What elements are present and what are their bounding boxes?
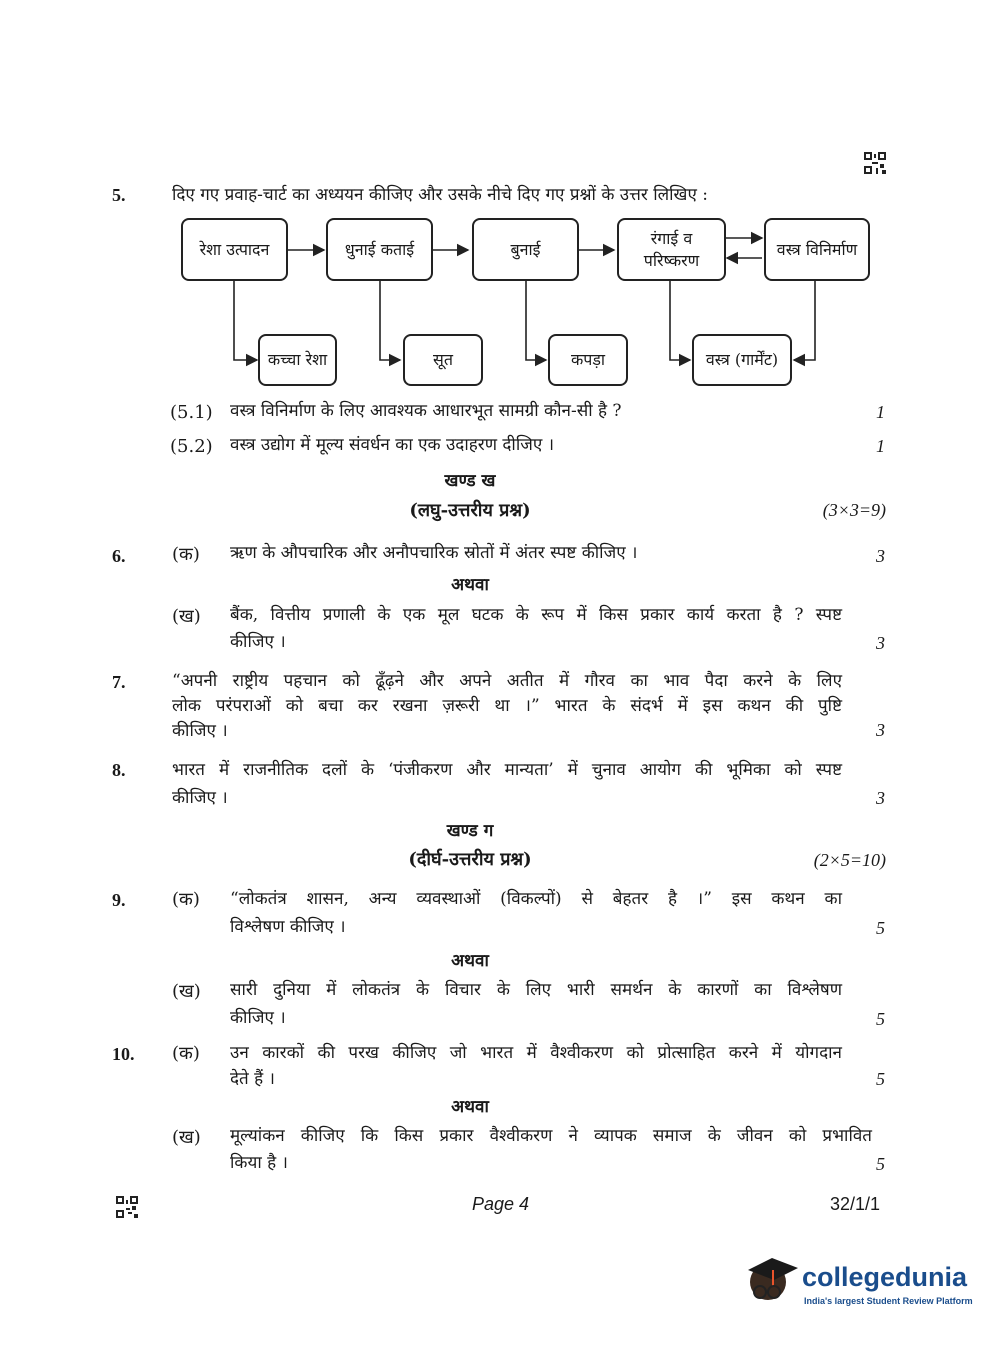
option-label: (क) xyxy=(172,544,200,565)
subquestion-number: (5.1) xyxy=(170,402,213,423)
qr-code-icon xyxy=(116,1196,138,1218)
brand-tagline: India's largest Student Review Platform xyxy=(804,1296,973,1306)
question-number: 7. xyxy=(112,672,126,692)
subquestion-text: वस्त्र विनिर्माण के लिए आवश्यक आधारभूत सामग्री कौन-सी है ? xyxy=(230,401,622,421)
marks: 5 xyxy=(876,1069,885,1089)
question-text: मूल्यांकन कीजिए कि किस प्रकार वैश्वीकरण ने व्यापक समाज के जीवन को प्रभावित xyxy=(230,1126,872,1146)
marks: 3 xyxy=(876,546,885,566)
flow-box-garment: वस्त्र (गार्मेंट) xyxy=(692,334,792,386)
question-text: कीजिए । xyxy=(172,721,228,741)
question-text: भारत में राजनीतिक दलों के ‘पंजीकरण और मान्यता’ में चुनाव आयोग की भूमिका को स्पष्ट xyxy=(172,760,842,780)
question-number: 10. xyxy=(112,1044,135,1064)
question-text: “लोकतंत्र शासन, अन्य व्यवस्थाओं (विकल्पों) से बेहतर है ।” इस कथन का xyxy=(230,889,842,909)
section-subtitle: (लघु-उत्तरीय प्रश्न) xyxy=(409,500,531,521)
flow-box-weaving: बुनाई xyxy=(472,218,579,281)
marks: 1 xyxy=(876,402,885,422)
question-text: लोक परंपराओं को बचा कर रखना ज़रूरी था ।” भारत के संदर्भ में इस कथन की पुष्टि xyxy=(172,696,842,716)
flow-box-raw-fibre: कच्चा रेशा xyxy=(258,334,337,386)
option-label: (ख) xyxy=(172,1127,201,1148)
flowchart-connectors xyxy=(0,0,1002,420)
question-text: किया है । xyxy=(230,1153,288,1173)
question-text: कीजिए । xyxy=(172,788,228,808)
question-text: दिए गए प्रवाह-चार्ट का अध्ययन कीजिए और उसके नीचे दिए गए प्रश्नों के उत्तर लिखिए : xyxy=(172,185,708,205)
question-text: विश्लेषण कीजिए । xyxy=(230,917,346,937)
flow-box-dyeing-finishing: रंगाई व परिष्करण xyxy=(617,218,726,281)
question-text: बैंक, वित्तीय प्रणाली के एक मूल घटक के रूप में किस प्रकार कार्य करता है ? स्पष्ट xyxy=(230,605,842,625)
marks: 5 xyxy=(876,1009,885,1029)
marking-scheme: (3×3=9) xyxy=(822,500,886,520)
question-text: सारी दुनिया में लोकतंत्र के विचार के लिए भारी समर्थन के कारणों का विश्लेषण xyxy=(230,980,842,1000)
question-number: 8. xyxy=(112,760,126,780)
marking-scheme: (2×5=10) xyxy=(813,850,886,870)
question-number: 5. xyxy=(112,185,126,205)
question-text: देते हैं । xyxy=(230,1069,275,1089)
question-number: 9. xyxy=(112,890,126,910)
collegedunia-mascot-icon xyxy=(742,1250,800,1308)
marks: 3 xyxy=(876,720,885,740)
question-text: कीजिए । xyxy=(230,1008,286,1028)
marks: 3 xyxy=(876,633,885,653)
flow-box-carding-spinning: धुनाई कताई xyxy=(326,218,433,281)
page-number: Page 4 xyxy=(472,1194,530,1214)
question-number: 6. xyxy=(112,546,126,566)
flow-box-yarn: सूत xyxy=(403,334,483,386)
subquestion-text: वस्त्र उद्योग में मूल्य संवर्धन का एक उदाहरण दीजिए । xyxy=(230,435,555,455)
brand-logo-text: collegedunia xyxy=(802,1262,968,1292)
question-text: उन कारकों की परख कीजिए जो भारत में वैश्वीकरण को प्रोत्साहित करने में योगदान xyxy=(230,1043,842,1063)
or-divider: अथवा xyxy=(451,951,489,971)
flow-box-fibre-production: रेशा उत्पादन xyxy=(181,218,288,281)
subquestion-number: (5.2) xyxy=(170,436,213,457)
flow-box-garment-manufacturing: वस्त्र विनिर्माण xyxy=(764,218,870,281)
section-subtitle: (दीर्घ-उत्तरीय प्रश्न) xyxy=(408,849,532,870)
marks: 5 xyxy=(876,918,885,938)
question-text: ऋण के औपचारिक और अनौपचारिक स्रोतों में अंतर स्पष्ट कीजिए । xyxy=(230,543,638,563)
flow-box-fabric: कपड़ा xyxy=(548,334,628,386)
section-title: खण्ड ख xyxy=(444,471,496,491)
option-label: (ख) xyxy=(172,606,201,627)
question-text: “अपनी राष्ट्रीय पहचान को ढूँढ़ने और अपने अतीत में गौरव का भाव पैदा करने के लिए xyxy=(172,671,842,691)
marks: 3 xyxy=(876,788,885,808)
marks: 5 xyxy=(876,1154,885,1174)
paper-code: 32/1/1 xyxy=(830,1194,881,1214)
question-text: कीजिए । xyxy=(230,632,286,652)
option-label: (क) xyxy=(172,889,200,910)
or-divider: अथवा xyxy=(451,1097,489,1117)
or-divider: अथवा xyxy=(451,575,489,595)
section-title: खण्ड ग xyxy=(446,821,494,841)
option-label: (क) xyxy=(172,1043,200,1064)
marks: 1 xyxy=(876,436,885,456)
option-label: (ख) xyxy=(172,981,201,1002)
